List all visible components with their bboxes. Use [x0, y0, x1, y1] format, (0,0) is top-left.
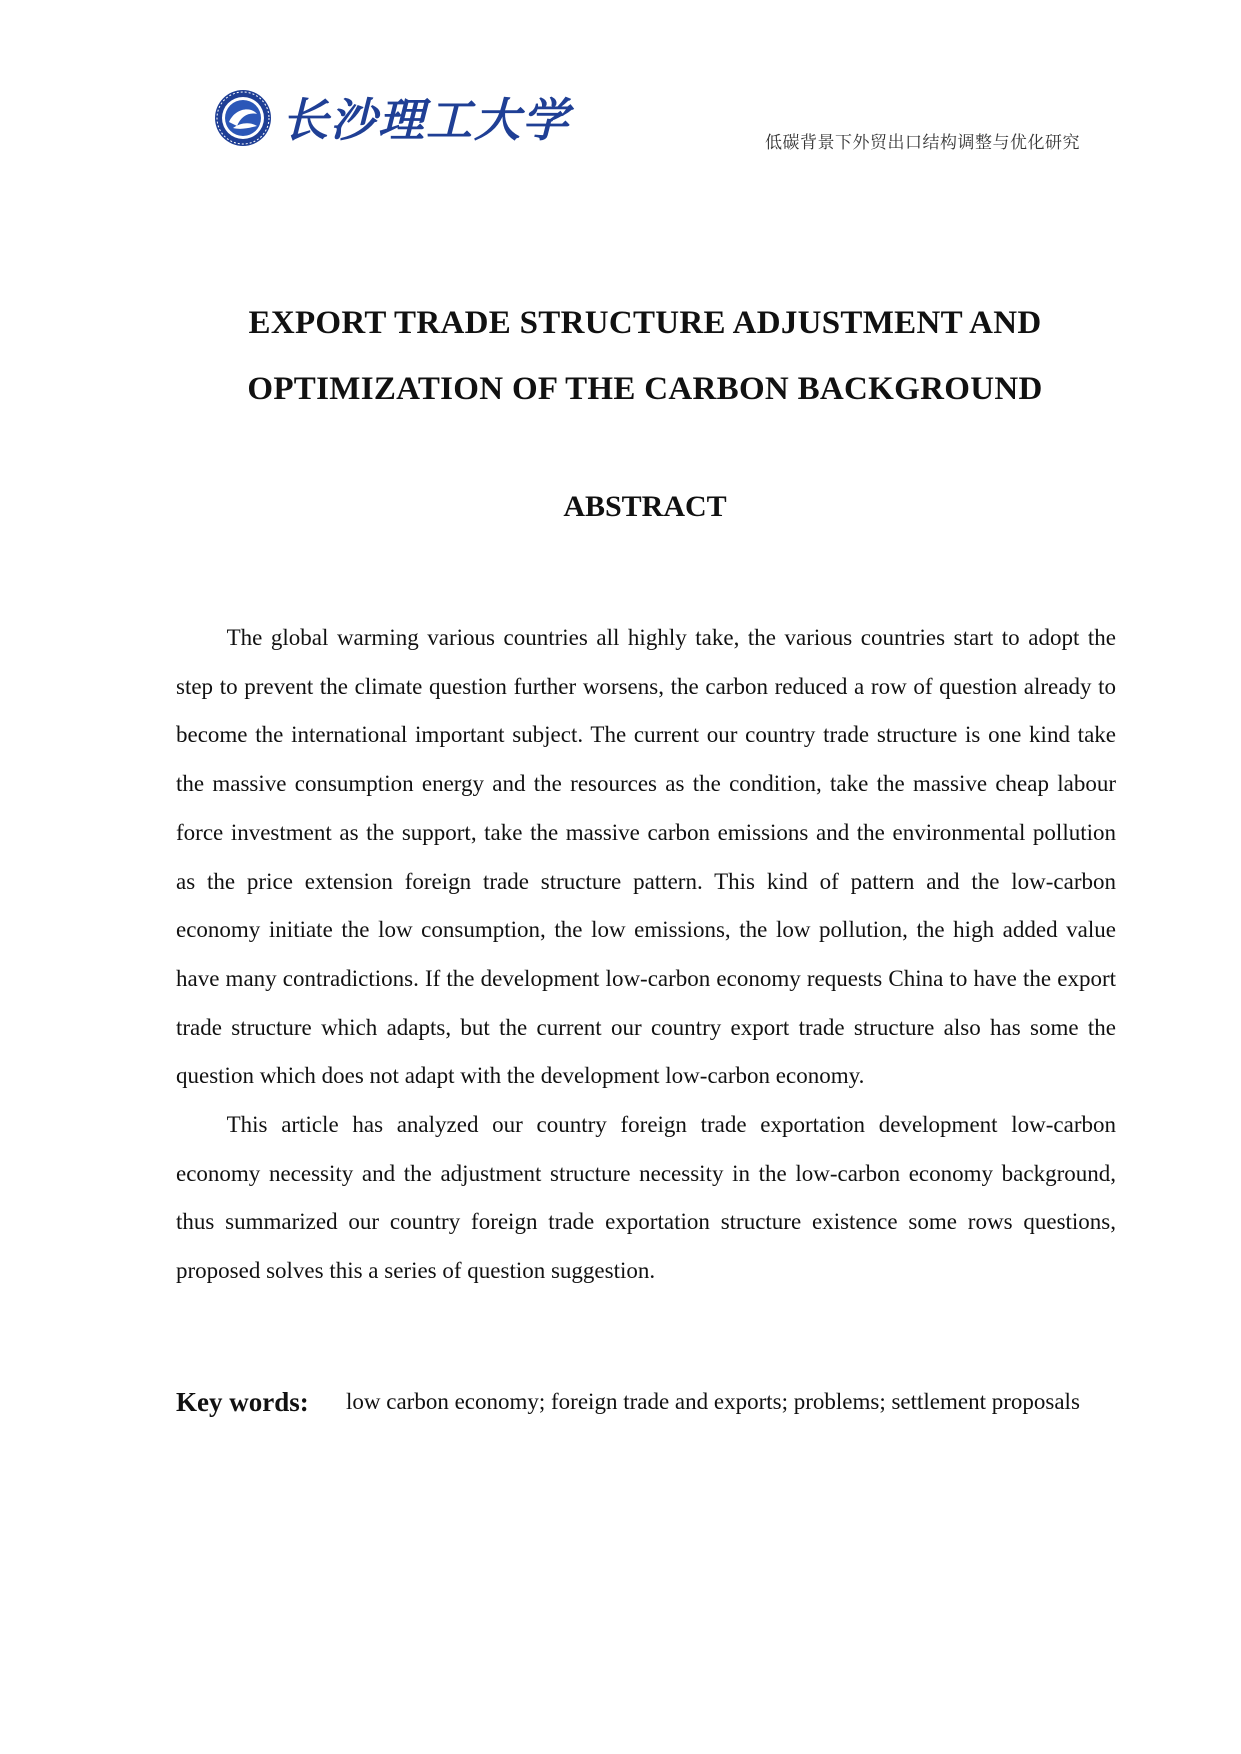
- title-line-2: OPTIMIZATION OF THE CARBON BACKGROUND: [247, 371, 1043, 407]
- university-emblem-icon: [213, 88, 273, 148]
- abstract-paragraph: The global warming various countries all highly take, the various countries start to adopt the step to prevent the climate question further worsens, the carbon reduced a row of question already to become the international important subject. The current our country trade structure is one kind take the massive consumption energy and the resources as the condition, take the massive cheap labour force investment as the support, take the massive carbon emissions and the environmental pollution as the price extension foreign trade structure pattern. This kind of pattern and the low-carbon economy initiate the low consumption, the low emissions, the low pollution, the high added value have many contradictions. If the development low-carbon economy requests China to have the export trade structure which adapts, but the current our country export trade structure also has some the question which does not adapt with the development low-carbon economy.: [176, 625, 1116, 1089]
- paper-title: [150, 290, 1140, 422]
- abstract-paragraph: This article has analyzed our country foreign trade exportation development low-carbon economy necessity and the adjustment structure necessity in the low-carbon economy background, thus summarized our country foreign trade exportation structure existence some rows questions, proposed solves this a series of question suggestion.: [176, 1112, 1116, 1284]
- keywords-section: [176, 1378, 1116, 1426]
- title-line-1: EXPORT TRADE STRUCTURE ADJUSTMENT AND: [248, 305, 1042, 341]
- running-head: 低碳背景下外贸出口结构调整与优化研究: [765, 133, 1080, 153]
- keywords-label: Key words:: [176, 1387, 309, 1417]
- university-logo-calligraphy: [282, 88, 570, 150]
- abstract-body: [176, 614, 1116, 1296]
- keywords-text: low carbon economy; foreign trade and exports; problems; settlement proposals: [346, 1389, 1080, 1414]
- svg-text:长沙理工大学: 长沙理工大学: [282, 93, 570, 147]
- abstract-heading: ABSTRACT: [563, 490, 727, 523]
- page-header: [0, 0, 1241, 190]
